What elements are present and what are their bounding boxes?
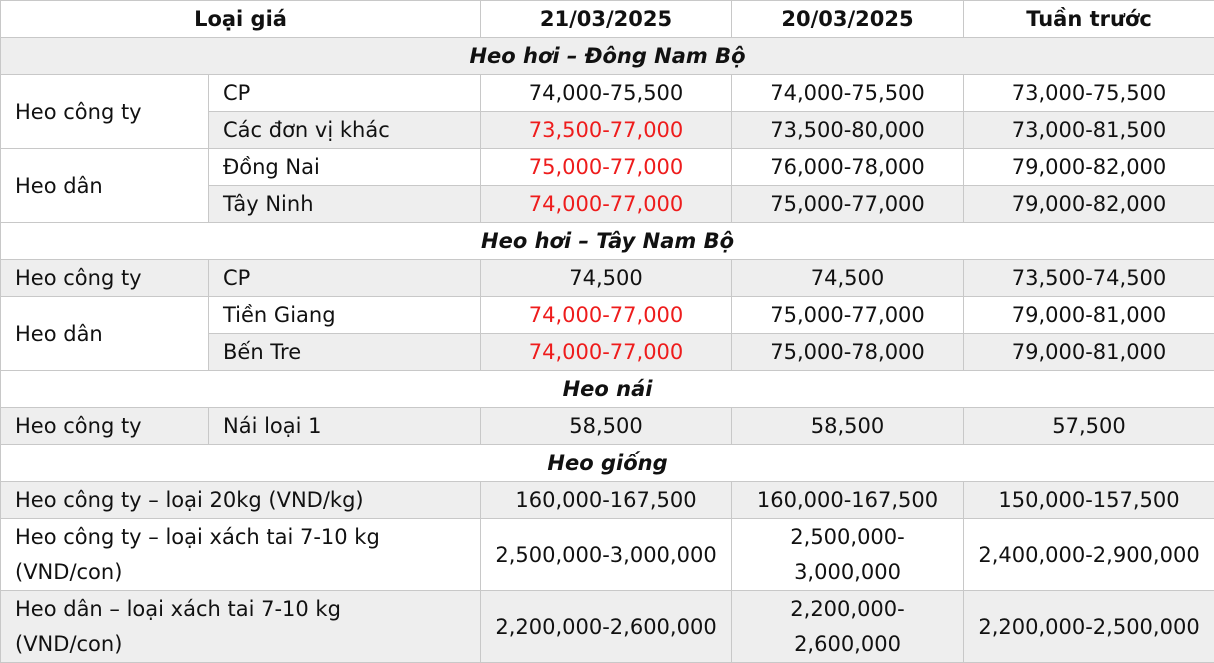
row-label: Nái loại 1	[209, 408, 481, 445]
section-title-heo-giong: Heo giống	[1, 445, 1214, 482]
row-label: Tiền Giang	[209, 297, 481, 334]
price-last-week: 73,000-81,500	[964, 112, 1214, 149]
section-title-tay-nam-bo: Heo hơi – Tây Nam Bộ	[1, 223, 1214, 260]
row-label: Các đơn vị khác	[209, 112, 481, 149]
price-20-03: 73,500-80,000	[732, 112, 964, 149]
table-row	[1, 519, 1214, 591]
table-row	[1, 591, 1214, 663]
price-last-week: 73,500-74,500	[964, 260, 1214, 297]
price-line: 2,200,000-	[790, 597, 904, 621]
header-date-21-03: 21/03/2025	[481, 1, 732, 38]
row-label-unit: (VND/con)	[15, 632, 122, 656]
section-row	[1, 223, 1214, 260]
price-last-week: 57,500	[964, 408, 1214, 445]
price-20-03: 58,500	[732, 408, 964, 445]
price-21-03: 2,500,000-3,000,000	[481, 519, 732, 591]
section-row	[1, 38, 1214, 75]
section-title-dong-nam-bo: Heo hơi – Đông Nam Bộ	[1, 38, 1214, 75]
price-last-week: 2,400,000-2,900,000	[964, 519, 1214, 591]
row-label: Đồng Nai	[209, 149, 481, 186]
price-21-03: 75,000-77,000	[481, 149, 732, 186]
price-21-03: 74,000-77,000	[481, 186, 732, 223]
price-21-03: 74,500	[481, 260, 732, 297]
price-last-week: 2,200,000-2,500,000	[964, 591, 1214, 663]
price-21-03: 73,500-77,000	[481, 112, 732, 149]
price-20-03: 75,000-77,000	[732, 297, 964, 334]
group-label-dan: Heo dân	[1, 149, 209, 223]
price-last-week: 79,000-81,000	[964, 297, 1214, 334]
price-21-03: 74,000-77,000	[481, 334, 732, 371]
row-label	[1, 519, 481, 591]
price-21-03: 74,000-77,000	[481, 297, 732, 334]
section-row	[1, 445, 1214, 482]
header-price-type: Loại giá	[1, 1, 481, 38]
row-label-line: Heo dân – loại xách tai 7-10 kg	[15, 597, 341, 621]
price-21-03: 58,500	[481, 408, 732, 445]
row-label-line: Heo công ty – loại xách tai 7-10 kg	[15, 525, 380, 549]
price-21-03: 160,000-167,500	[481, 482, 732, 519]
row-label: Bến Tre	[209, 334, 481, 371]
section-title-heo-nai: Heo nái	[1, 371, 1214, 408]
price-line: 2,600,000	[794, 632, 901, 656]
price-20-03: 160,000-167,500	[732, 482, 964, 519]
row-label-unit: (VND/con)	[15, 560, 122, 584]
table-row	[1, 149, 1214, 186]
table-row	[1, 75, 1214, 112]
header-row	[1, 1, 1214, 38]
price-last-week: 150,000-157,500	[964, 482, 1214, 519]
section-row	[1, 371, 1214, 408]
price-20-03: 75,000-78,000	[732, 334, 964, 371]
header-last-week: Tuần trước	[964, 1, 1214, 38]
group-label-cong-ty: Heo công ty	[1, 260, 209, 297]
row-label: CP	[209, 260, 481, 297]
price-20-03	[732, 591, 964, 663]
table-row	[1, 408, 1214, 445]
price-20-03	[732, 519, 964, 591]
row-label: CP	[209, 75, 481, 112]
price-line: 2,500,000-	[790, 525, 904, 549]
header-date-20-03: 20/03/2025	[732, 1, 964, 38]
group-label-cong-ty: Heo công ty	[1, 75, 209, 149]
price-last-week: 73,000-75,500	[964, 75, 1214, 112]
price-21-03: 2,200,000-2,600,000	[481, 591, 732, 663]
price-last-week: 79,000-81,000	[964, 334, 1214, 371]
price-last-week: 79,000-82,000	[964, 149, 1214, 186]
price-line: 3,000,000	[794, 560, 901, 584]
price-21-03: 74,000-75,500	[481, 75, 732, 112]
group-label-cong-ty: Heo công ty	[1, 408, 209, 445]
table-row	[1, 482, 1214, 519]
table-row	[1, 260, 1214, 297]
price-last-week: 79,000-82,000	[964, 186, 1214, 223]
price-20-03: 74,500	[732, 260, 964, 297]
group-label-dan: Heo dân	[1, 297, 209, 371]
price-20-03: 74,000-75,500	[732, 75, 964, 112]
row-label: Tây Ninh	[209, 186, 481, 223]
row-label: Heo công ty – loại 20kg (VND/kg)	[1, 482, 481, 519]
price-20-03: 75,000-77,000	[732, 186, 964, 223]
row-label	[1, 591, 481, 663]
table-row	[1, 297, 1214, 334]
price-20-03: 76,000-78,000	[732, 149, 964, 186]
